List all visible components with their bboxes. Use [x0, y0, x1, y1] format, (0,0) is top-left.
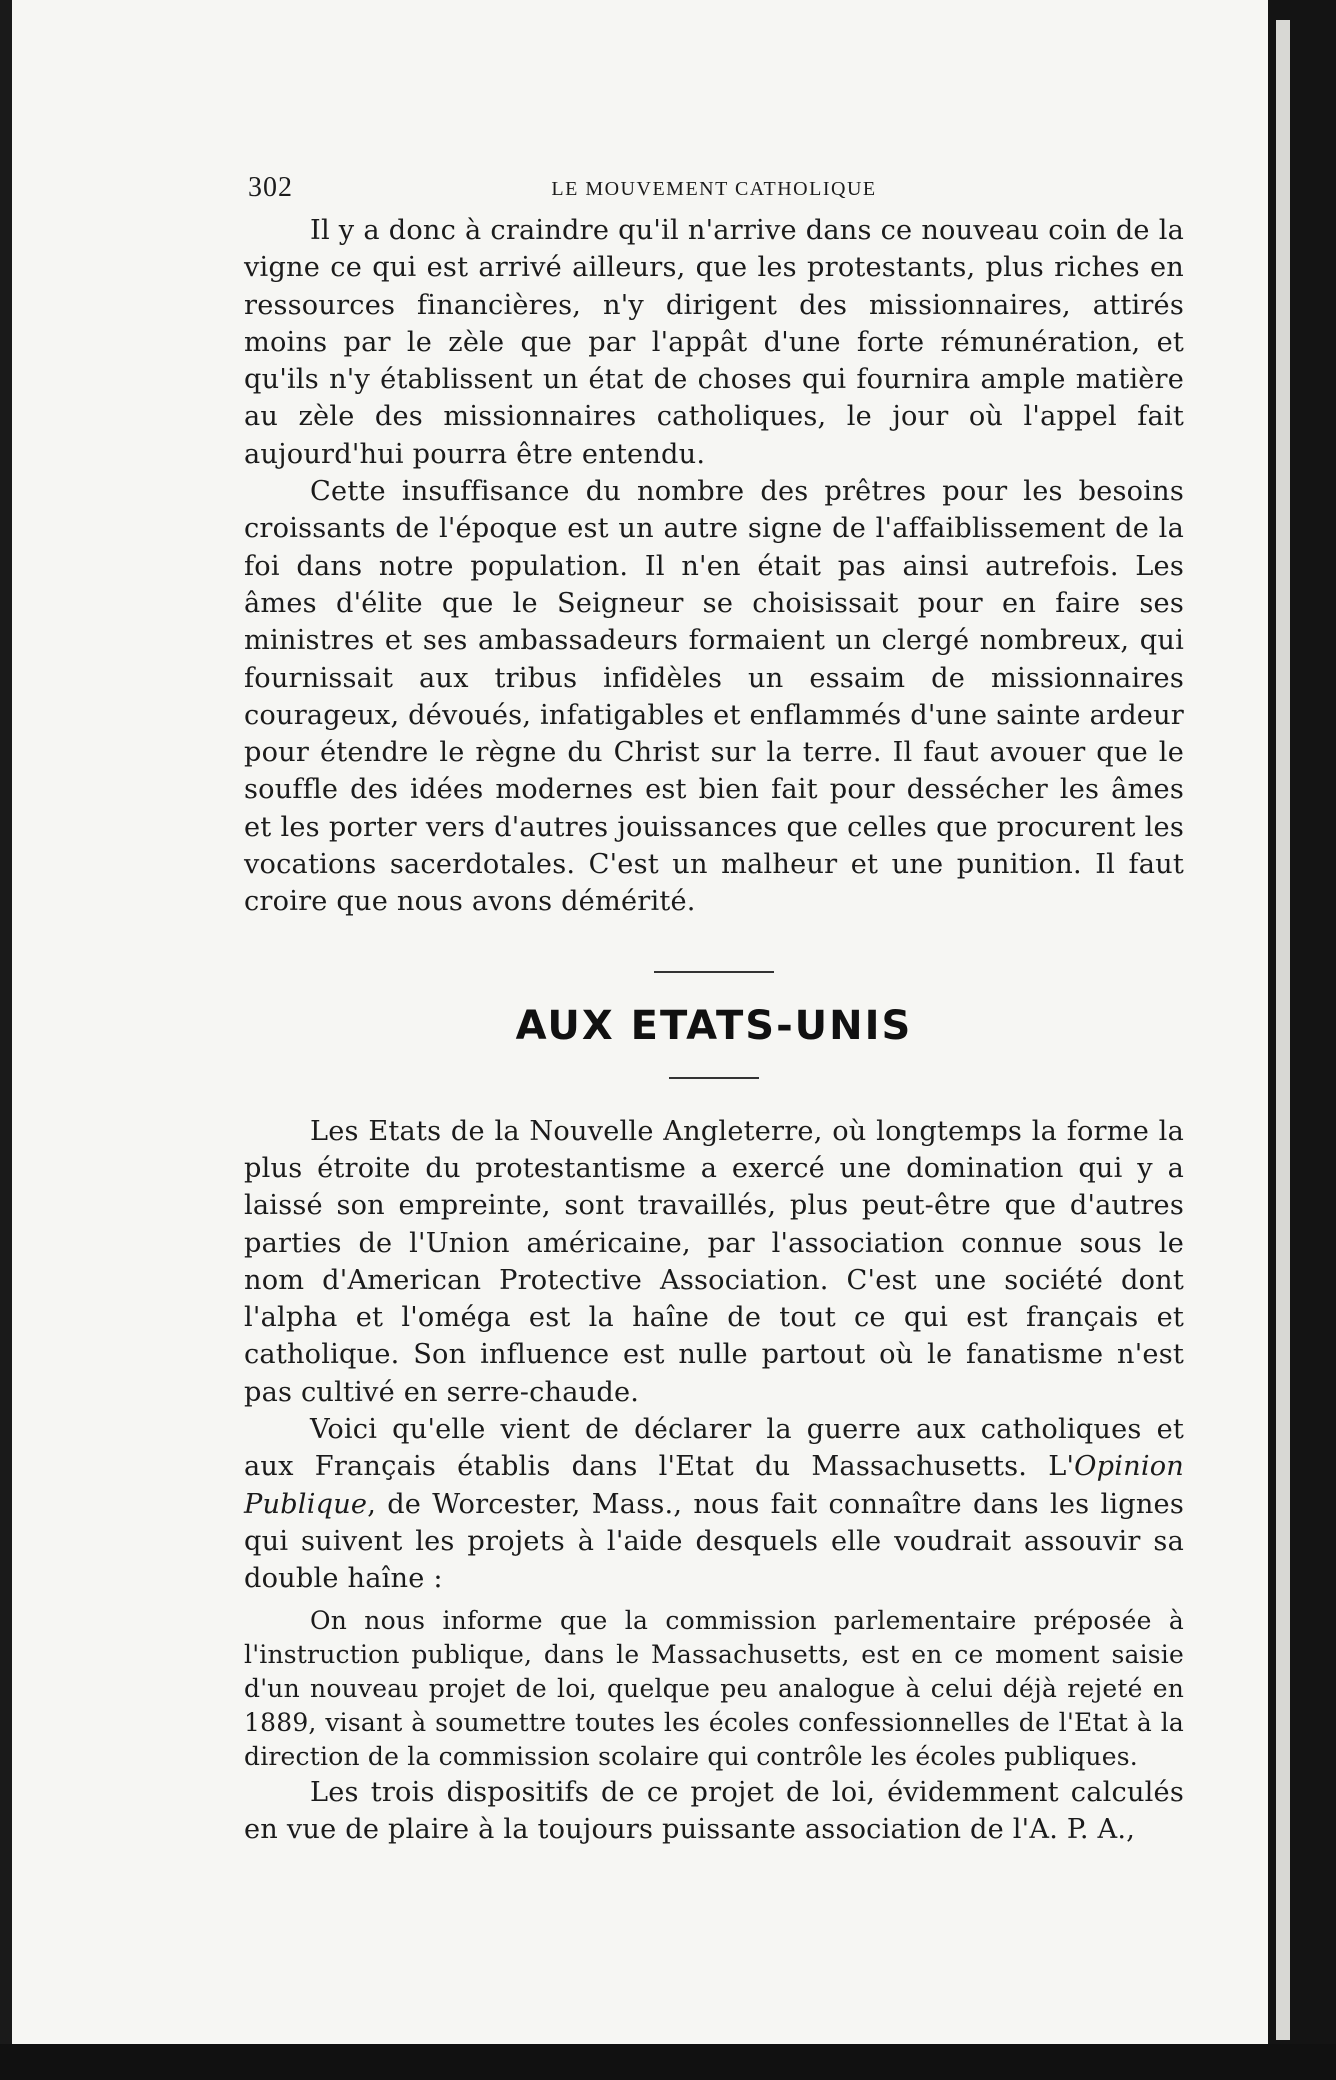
page-edge-strip	[1276, 20, 1290, 2040]
running-header	[244, 172, 1184, 212]
page-number: 302	[248, 172, 293, 203]
paragraph-3: Les Etats de la Nouvelle Angleterre, où longtemps la forme la plus étroite du protestantisme a exercé une domination qui y a laissé son empreinte, sont travaillés, plus peut-être que d'autres parties de l'Union américaine, par l'association connue sous le nom d'American Protective Association. C'est une société dont l'alpha et l'oméga est la haîne de tout ce qui est français et catholique. Son influence est nulle partout où le fanatisme n'est pas cultivé en serre-chaude.	[244, 1115, 1184, 1408]
running-title: LE MOUVEMENT CATHOLIQUE	[551, 178, 877, 200]
paragraph-4-start: Voici qu'elle vient de déclarer la guerre aux catholiques et aux Français établis dans l'Etat du Massachusetts. L'	[244, 1414, 1184, 1483]
paragraph-1: Il y a donc à craindre qu'il n'arrive dans ce nouveau coin de la vigne ce qui est arrivé ailleurs, que les protestants, plus riches en ressources financières, n'y dirigent des missionnaires, attirés moins par le zèle que par l'appât d'une forte rémunération, et qu'ils n'y établissent un état de choses qui fournira ample matière au zèle des missionnaires catholiques, le jour où l'appel fait aujourd'hui pourra être entendu.	[244, 215, 1184, 470]
scan-edge-bottom	[0, 2044, 1336, 2080]
quote-paragraph: On nous informe que la commission parlementaire préposée à l'instruction publique, dans le Massachusetts, est en ce moment saisie d'un nouveau projet de loi, quelque peu analogue à celui déjà rejeté en 1889, visant à soumettre toutes les écoles confessionnelles de l'Etat à la direction de la commission scolaire qui contrôle les écoles publiques.	[244, 1605, 1184, 1771]
page-content	[244, 172, 1184, 1848]
paragraph-4	[244, 1411, 1184, 1597]
section-rule-bottom	[669, 1077, 759, 1079]
scan-edge-right	[1268, 0, 1336, 2080]
book-page	[12, 0, 1268, 2044]
paragraph-4-end: , de Worcester, Mass., nous fait connaître dans les lignes qui suivent les projets à l'aide desquels elle voudrait assouvir sa double haîne :	[244, 1488, 1184, 1595]
section-title: AUX ETATS-UNIS	[515, 1002, 913, 1049]
paragraph-5: Les trois dispositifs de ce projet de loi, évidemment calculés en vue de plaire à la toujours puissante association de l'A. P. A.,	[244, 1776, 1184, 1845]
newspaper-title: Opinion Publique	[244, 1451, 1184, 1520]
block-quote	[244, 1604, 1184, 1774]
section-rule-top	[654, 971, 774, 973]
section-body	[244, 1113, 1184, 1848]
paragraph-2: Cette insuffisance du nombre des prêtres pour les besoins croissants de l'époque est un autre signe de l'affaiblissement de la foi dans notre population. Il n'en était pas ainsi autrefois. Les âmes d'élite que le Seigneur se choisissait pour en faire ses ministres et ses ambassadeurs formaient un clergé nombreux, qui fournissait aux tribus infidèles un essaim de missionnaires courageux, dévoués, infatigables et enflammés d'une sainte ardeur pour étendre le règne du Christ sur la terre. Il faut avouer que le souffle des idées modernes est bien fait pour dessécher les âmes et les porter vers d'autres jouissances que celles que procurent les vocations sacerdotales. C'est un malheur et une punition. Il faut croire que nous avons démérité.	[244, 476, 1184, 918]
